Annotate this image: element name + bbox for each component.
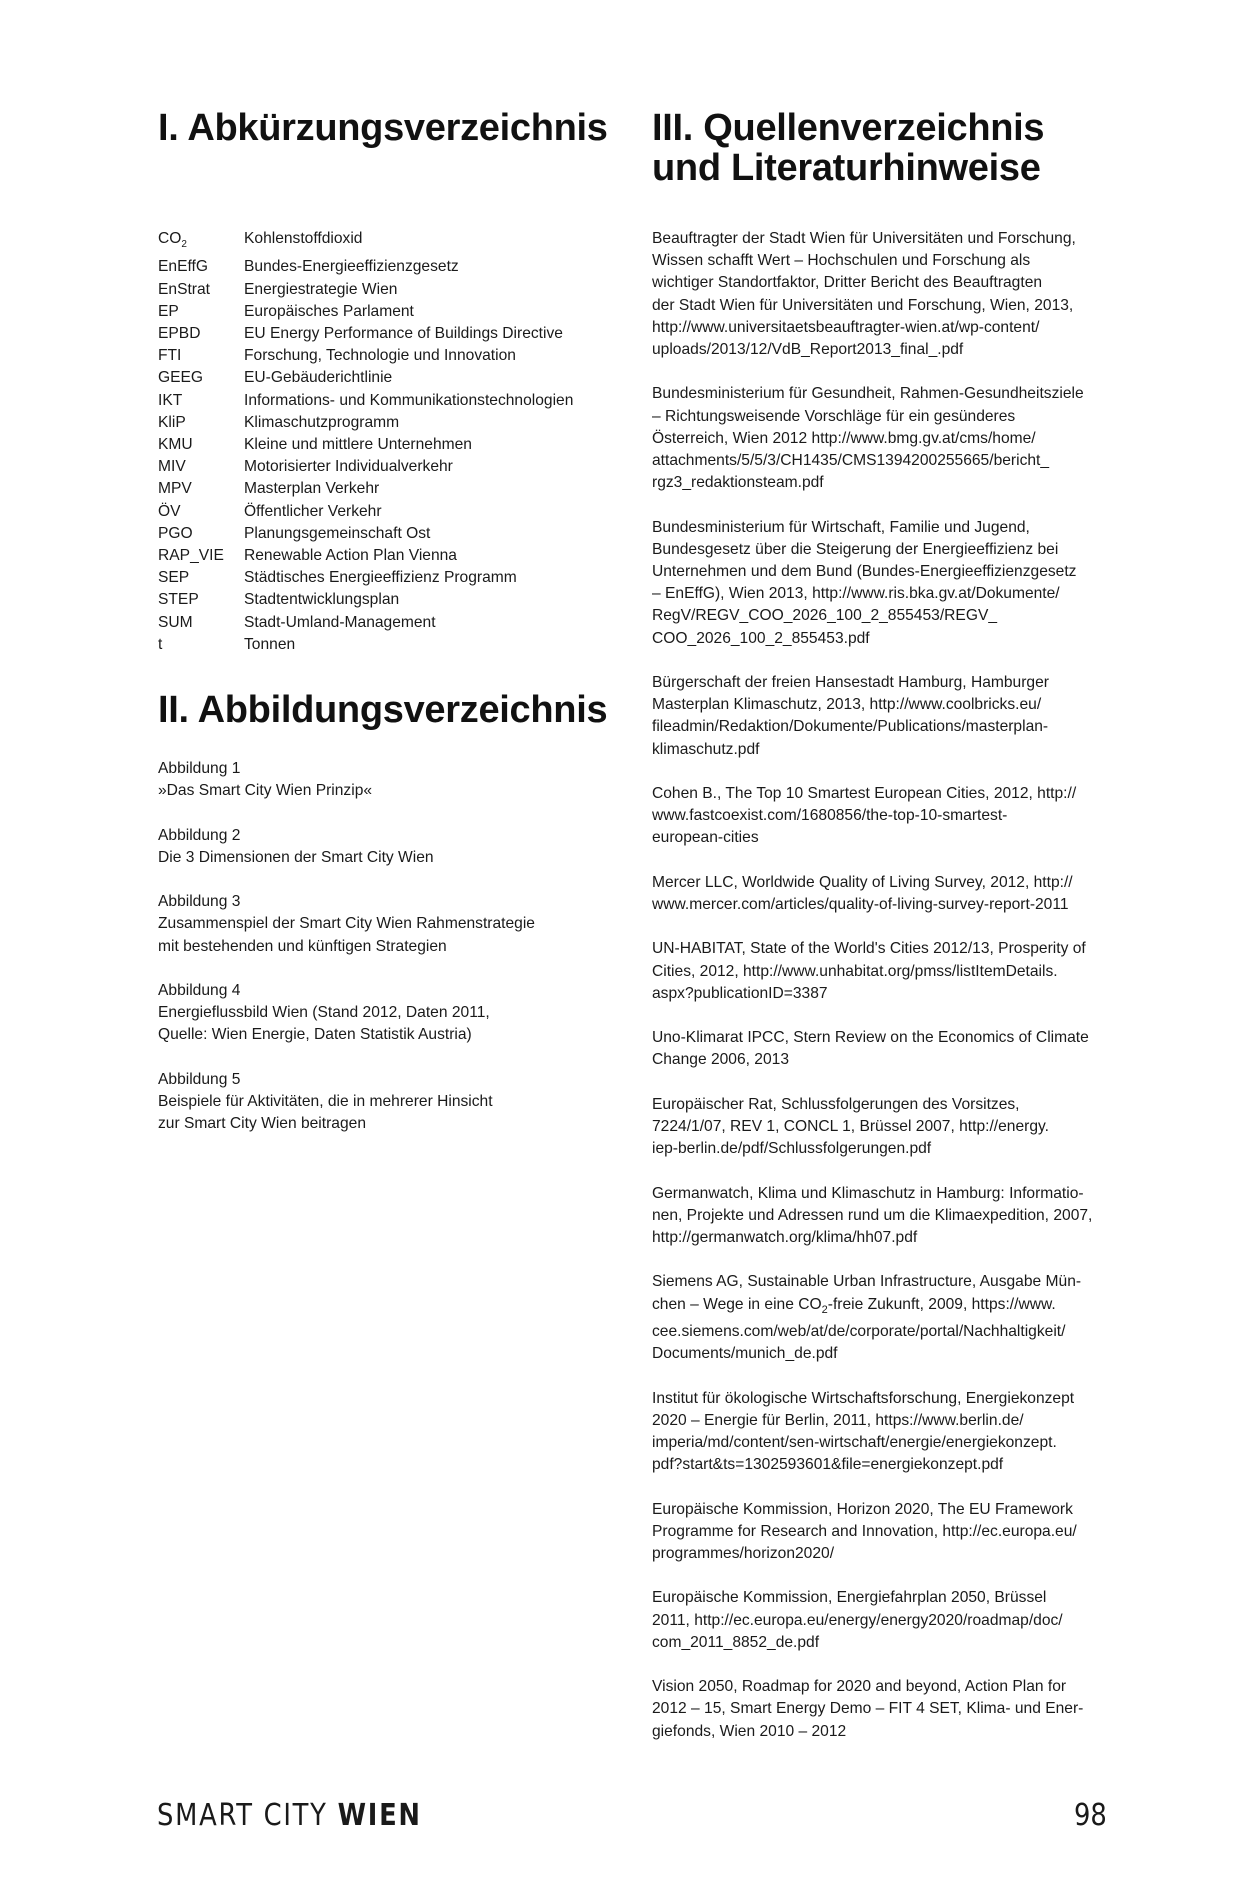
reference-entry: Mercer LLC, Worldwide Quality of Living Survey, 2012, http:// www.mercer.com/articles/quality-of-living-survey-report-2011 <box>652 873 1073 914</box>
abbreviation-row <box>158 323 628 345</box>
abbreviations-heading: I. Abkürzungsverzeichnis <box>158 107 608 149</box>
abbreviation-key: KliP <box>158 413 186 431</box>
abbreviation-row <box>158 456 628 478</box>
figure-label: Abbildung 1 <box>158 760 241 777</box>
figure-caption: Energieflussbild Wien (Stand 2012, Daten 2011, Quelle: Wien Energie, Daten Statistik Austria) <box>158 1004 490 1044</box>
reference-entry: UN-HABITAT, State of the World's Cities 2012/13, Prosperity of Cities, 2012, http://www.unhabitat.org/pmss/listItemDetails. aspx?publicationID=3387 <box>652 940 1086 1002</box>
abbreviation-value: Masterplan Verkehr <box>244 480 380 498</box>
abbreviation-key: MPV <box>158 480 192 498</box>
abbreviation-row <box>158 345 628 367</box>
figure-entry <box>158 1069 628 1136</box>
abbreviation-key: PGO <box>158 524 193 542</box>
figure-label: Abbildung 4 <box>158 981 241 999</box>
reference-entry: Beauftragter der Stadt Wien für Universitäten und Forschung, Wissen schafft Wert – Hochschulen und Forschung als wichtiger Standortfaktor, Dritter Bericht des Beauftragten der Stadt Wien für Universitäten und Forschung, Wien, 2013, http://www.universitaetsbeauftragter-wien.at/wp-content/ uploads/2013/12/VdB_Report2013_final_.pdf <box>652 230 1076 359</box>
abbreviation-row <box>158 279 628 301</box>
abbreviation-value: Europäisches Parlament <box>244 302 414 320</box>
abbreviation-key: KMU <box>158 435 193 453</box>
abbreviation-row <box>158 634 628 656</box>
abbreviation-value: EU-Gebäuderichtlinie <box>244 369 393 387</box>
abbreviation-row <box>158 523 628 545</box>
abbreviation-row <box>158 612 628 634</box>
figure-caption: »Das Smart City Wien Prinzip« <box>158 782 373 800</box>
abbreviation-value: Renewable Action Plan Vienna <box>244 546 457 564</box>
abbreviation-row <box>158 478 628 500</box>
reference-entry: Institut für ökologische Wirtschaftsforschung, Energiekonzept 2020 – Energie für Berlin, 2011, https://www.berlin.de/ imperia/md/content/sen-wirtschaft/energie/energiekonzept. pdf?start&ts=1302593601&file=energiekonzept.pdf <box>652 1389 1075 1474</box>
figure-caption: Beispiele für Aktivitäten, die in mehrerer Hinsicht zur Smart City Wien beitragen <box>158 1092 493 1133</box>
abbreviation-row <box>158 412 628 434</box>
abbreviation-row <box>158 501 628 523</box>
abbreviation-row <box>158 301 628 323</box>
reference-entry: Germanwatch, Klima und Klimaschutz in Hamburg: Informatio- nen, Projekte und Adressen rund um die Klimaexpedition, 2007, http://germanwatch.org/klima/hh07.pdf <box>652 1184 1093 1246</box>
abbreviation-value: Planungsgemeinschaft Ost <box>244 524 431 542</box>
reference-entry-siemens: Siemens AG, Sustainable Urban Infrastructure, Ausgabe Mün- chen – Wege in eine $CO_2$-freie Zukunft, 2009, https://www. cee.siemens.com/web/at/de/corporate/portal/Nachhaltigkeit/ Documents/munich_de.pdf <box>652 1273 1082 1363</box>
abbreviation-value: Kohlenstoffdioxid <box>244 230 363 247</box>
abbreviation-row <box>158 567 628 589</box>
abbreviation-value: Forschung, Technologie und Innovation <box>244 347 516 365</box>
abbreviation-value: Stadt-Umland-Management <box>244 613 436 631</box>
abbreviation-value: Öffentlicher Verkehr <box>244 502 382 520</box>
abbreviation-value: Energiestrategie Wien <box>244 280 398 298</box>
reference-entry: Vision 2050, Roadmap for 2020 and beyond, Action Plan for 2012 – 15, Smart Energy Demo – FIT 4 SET, Klima- und Ener- giefonds, Wien 2010 – 2012 <box>652 1678 1084 1740</box>
left-column <box>158 107 628 1133</box>
abbreviation-row <box>158 434 628 456</box>
abbreviation-row <box>158 545 628 567</box>
figure-entry <box>158 980 628 1047</box>
abbreviation-key: SUM <box>158 613 193 631</box>
reference-entry: Europäische Kommission, Horizon 2020, The EU Framework Programme for Research and Innovation, http://ec.europa.eu/ programmes/horizon2020/ <box>652 1500 1077 1562</box>
abbreviation-value: Kleine und mittlere Unternehmen <box>244 435 472 453</box>
sources-heading-line1: III. Quellenverzeichnis <box>652 107 1045 149</box>
figure-label: Abbildung 2 <box>158 826 241 844</box>
figure-entry <box>158 891 628 958</box>
sources-heading-line2: und Literaturhinweise <box>652 147 1041 189</box>
figures-list <box>158 758 628 1158</box>
figure-caption: Zusammenspiel der Smart City Wien Rahmenstrategie mit bestehenden und künftigen Strategien <box>158 915 535 955</box>
abbreviation-value: Informations- und Kommunikationstechnologien <box>244 391 574 409</box>
reference-entry: Bürgerschaft der freien Hansestadt Hamburg, Hamburger Masterplan Klimaschutz, 2013, http://www.coolbricks.eu/ fileadmin/Redaktion/Dokumente/Publications/masterplan- klimaschutz.pdf <box>652 674 1049 758</box>
abbreviations-list <box>158 228 628 656</box>
abbreviation-value: Städtisches Energieeffizienz Programm <box>244 569 517 587</box>
figure-entry <box>158 758 628 802</box>
abbreviation-value: Stadtentwicklungsplan <box>244 591 400 609</box>
reference-entry: Bundesministerium für Gesundheit, Rahmen-Gesundheitsziele – Richtungsweisende Vorschläge für ein gesünderes Österreich, Wien 2012 http://www.bmg.gv.at/cms/home/ attachments/5/5/3/CH1435/CMS1394200255665/bericht_ rgz3_redaktionsteam.pdf <box>652 385 1084 492</box>
abbreviation-key: FTI <box>158 347 182 365</box>
references-list <box>652 228 1122 1743</box>
abbreviation-key: $CO_2$ <box>158 230 187 251</box>
reference-entry: Uno-Klimarat IPCC, Stern Review on the Economics of Climate Change 2006, 2013 <box>652 1029 1089 1069</box>
abbreviation-key: ÖV <box>158 502 181 520</box>
reference-entry: Europäische Kommission, Energiefahrplan 2050, Brüssel 2011, http://ec.europa.eu/energy/energy2020/roadmap/doc/ com_2011_8852_de.pdf <box>652 1589 1063 1651</box>
abbreviation-row <box>158 390 628 412</box>
footer-brand-logo: SMART CITY WIEN <box>157 1798 422 1833</box>
page-number: 98 <box>1074 1798 1107 1833</box>
abbreviation-value: Bundes-Energieeffizienzgesetz <box>244 258 459 276</box>
figure-label: Abbildung 3 <box>158 893 241 911</box>
abbreviation-key: RAP_VIE <box>158 546 224 564</box>
figure-caption: Die 3 Dimensionen der Smart City Wien <box>158 848 434 866</box>
figure-label: Abbildung 5 <box>158 1070 241 1088</box>
abbreviation-key: SEP <box>158 569 190 587</box>
figure-entry <box>158 825 628 869</box>
right-column <box>652 108 1122 1765</box>
abbreviation-key: EnEffG <box>158 258 208 276</box>
abbreviation-key: EnStrat <box>158 280 211 298</box>
abbreviation-value: Motorisierter Individualverkehr <box>244 458 453 476</box>
reference-entry: Cohen B., The Top 10 Smartest European Cities, 2012, http:// www.fastcoexist.com/1680856/the-top-10-smartest- european-cities <box>652 785 1077 847</box>
abbreviation-value: Tonnen <box>244 635 296 653</box>
reference-entry: Bundesministerium für Wirtschaft, Familie und Jugend, Bundesgesetz über die Steigerung der Energieeffizienz bei Unternehmen und dem Bund (Bundes-Energieeffizienzgesetz – EnEffG), Wien 2013, http://www.ris.bka.gv.at/Dokumente/ RegV/REGV_COO_2026_100_2_855453/REGV_ COO_2026_100_2_855453.pdf <box>652 518 1077 647</box>
abbreviation-key: GEEG <box>158 369 204 387</box>
abbreviation-row <box>158 256 628 278</box>
figures-heading: II. Abbildungsverzeichnis <box>158 689 608 731</box>
abbreviation-key: MIV <box>158 458 186 476</box>
abbreviation-key: EP <box>158 302 179 320</box>
abbreviation-row <box>158 228 628 256</box>
abbreviation-value: EU Energy Performance of Buildings Directive <box>244 324 563 342</box>
abbreviation-key: IKT <box>158 391 183 409</box>
abbreviation-value: Klimaschutzprogramm <box>244 413 400 431</box>
reference-entry: Europäischer Rat, Schlussfolgerungen des Vorsitzes, 7224/1/07, REV 1, CONCL 1, Brüssel 2007, http://energy. iep-berlin.de/pdf/Schlussfolgerungen.pdf <box>652 1095 1049 1158</box>
abbreviation-key: t <box>158 635 163 653</box>
abbreviation-key: STEP <box>158 591 199 609</box>
sources-heading <box>652 108 1122 188</box>
abbreviation-key: EPBD <box>158 324 201 342</box>
abbreviation-row <box>158 589 628 611</box>
abbreviation-row <box>158 367 628 389</box>
